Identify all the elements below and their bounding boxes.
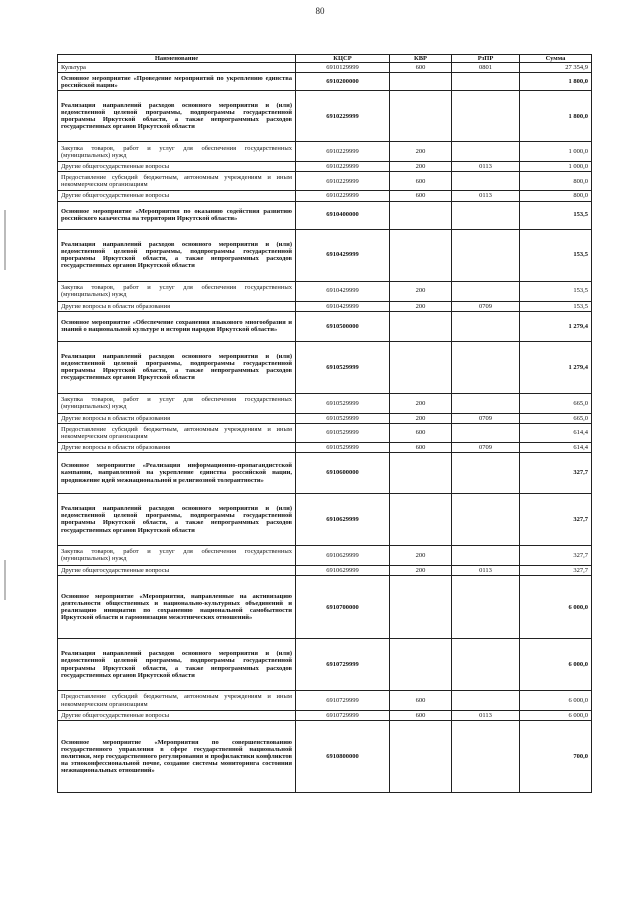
row-kvr-cell: 600 (390, 711, 452, 721)
table-row (58, 545, 592, 565)
row-rzpr-cell (452, 142, 520, 162)
row-name-cell: Предоставление субсидий бюджетным, автономным учреждениям и иным некоммерческим организациям (58, 172, 296, 191)
row-rzpr-cell (452, 172, 520, 191)
row-sum-cell: 153,5 (520, 229, 592, 281)
row-kcsr-cell: 6910729999 (296, 691, 390, 711)
row-kvr-cell (390, 452, 452, 493)
row-sum-cell: 1 000,0 (520, 162, 592, 172)
row-sum-cell: 327,7 (520, 565, 592, 575)
scan-edge-mark (4, 560, 6, 600)
row-name-cell: Другие вопросы в области образования (58, 442, 296, 452)
row-kvr-cell: 600 (390, 172, 452, 191)
row-name-cell: Основное мероприятие «Мероприятия по совершенствованию государственного управления в сфере государственной национальной политики, мер государственного регулирования и профилактики конфликтов на этноконфессиональной почве, создание системы мониторинга состояния межнациональных отношений» (58, 721, 296, 793)
row-rzpr-cell: 0113 (452, 711, 520, 721)
row-kcsr-cell: 6910529999 (296, 442, 390, 452)
row-kcsr-cell: 6910729999 (296, 639, 390, 691)
row-rzpr-cell: 0113 (452, 191, 520, 201)
row-name-cell: Другие общегосударственные вопросы (58, 711, 296, 721)
row-rzpr-cell: 0113 (452, 565, 520, 575)
table-row (58, 442, 592, 452)
table-row (58, 721, 592, 793)
row-sum-cell: 1 279,4 (520, 311, 592, 341)
table-row (58, 711, 592, 721)
row-kcsr-cell: 6910529999 (296, 423, 390, 442)
row-rzpr-cell: 0801 (452, 63, 520, 73)
row-sum-cell: 327,7 (520, 545, 592, 565)
row-kcsr-cell: 6910129999 (296, 63, 390, 73)
row-kvr-cell: 600 (390, 63, 452, 73)
row-sum-cell: 1 800,0 (520, 91, 592, 142)
row-kvr-cell (390, 341, 452, 393)
row-rzpr-cell: 0113 (452, 162, 520, 172)
table-row (58, 493, 592, 545)
row-rzpr-cell (452, 73, 520, 91)
row-name-cell: Реализация направлений расходов основного мероприятия и (или) ведомственной целевой программы, подпрограммы государственной программы Иркутской области, а также непрограммных расходов государственных органов Иркутской области (58, 229, 296, 281)
table-row (58, 172, 592, 191)
row-name-cell: Реализация направлений расходов основного мероприятия и (или) ведомственной целевой программы, подпрограммы государственной программы Иркутской области, а также непрограммных расходов государственных органов Иркутской области (58, 91, 296, 142)
table-row (58, 301, 592, 311)
row-rzpr-cell (452, 452, 520, 493)
row-kcsr-cell: 6910229999 (296, 172, 390, 191)
table-row (58, 201, 592, 229)
row-kvr-cell: 200 (390, 393, 452, 413)
row-kcsr-cell: 6910800000 (296, 721, 390, 793)
row-name-cell: Другие общегосударственные вопросы (58, 162, 296, 172)
row-kcsr-cell: 6910629999 (296, 565, 390, 575)
row-kcsr-cell: 6910529999 (296, 393, 390, 413)
row-kvr-cell (390, 576, 452, 639)
row-kvr-cell (390, 639, 452, 691)
table-row (58, 162, 592, 172)
row-kcsr-cell: 6910200000 (296, 73, 390, 91)
row-sum-cell: 665,0 (520, 413, 592, 423)
table-row (58, 423, 592, 442)
row-kcsr-cell: 6910529999 (296, 413, 390, 423)
table-row (58, 73, 592, 91)
row-kcsr-cell: 6910529999 (296, 341, 390, 393)
header-kvr: КВР (390, 55, 452, 63)
row-sum-cell: 327,7 (520, 452, 592, 493)
row-name-cell: Культура (58, 63, 296, 73)
row-kcsr-cell: 6910600000 (296, 452, 390, 493)
row-rzpr-cell (452, 493, 520, 545)
header-kcsr: КЦСР (296, 55, 390, 63)
row-kcsr-cell: 6910229999 (296, 162, 390, 172)
row-kvr-cell (390, 201, 452, 229)
row-sum-cell: 153,5 (520, 281, 592, 301)
table-row (58, 63, 592, 73)
row-kvr-cell: 600 (390, 442, 452, 452)
row-kvr-cell: 600 (390, 691, 452, 711)
row-sum-cell: 6 000,0 (520, 711, 592, 721)
table-row (58, 311, 592, 341)
table-row (58, 393, 592, 413)
row-rzpr-cell (452, 721, 520, 793)
header-rzpr: РзПР (452, 55, 520, 63)
row-kvr-cell: 600 (390, 423, 452, 442)
row-rzpr-cell: 0709 (452, 442, 520, 452)
table-row (58, 341, 592, 393)
row-kvr-cell: 200 (390, 162, 452, 172)
table-row (58, 191, 592, 201)
row-sum-cell: 614,4 (520, 442, 592, 452)
header-name: Наименование (58, 55, 296, 63)
row-kcsr-cell: 6910229999 (296, 142, 390, 162)
header-sum: Сумма (520, 55, 592, 63)
row-rzpr-cell (452, 545, 520, 565)
row-kvr-cell (390, 229, 452, 281)
row-kcsr-cell: 6910229999 (296, 191, 390, 201)
table-row (58, 281, 592, 301)
row-sum-cell: 153,5 (520, 201, 592, 229)
row-sum-cell: 6 000,0 (520, 691, 592, 711)
row-rzpr-cell (452, 229, 520, 281)
row-kvr-cell (390, 493, 452, 545)
row-kvr-cell (390, 73, 452, 91)
row-rzpr-cell (452, 91, 520, 142)
row-sum-cell: 153,5 (520, 301, 592, 311)
row-sum-cell: 6 000,0 (520, 576, 592, 639)
row-name-cell: Основное мероприятие «Проведение мероприятий по укреплению единства российской нации» (58, 73, 296, 91)
table-row (58, 691, 592, 711)
page-number: 80 (315, 6, 325, 16)
table-row (58, 142, 592, 162)
row-rzpr-cell (452, 393, 520, 413)
table-row (58, 576, 592, 639)
row-name-cell: Реализация направлений расходов основного мероприятия и (или) ведомственной целевой программы, подпрограммы государственной программы Иркутской области, а также непрограммных расходов государственных органов Иркутской области (58, 639, 296, 691)
row-kvr-cell (390, 721, 452, 793)
row-rzpr-cell (452, 691, 520, 711)
row-kcsr-cell: 6910429999 (296, 301, 390, 311)
row-name-cell: Другие вопросы в области образования (58, 301, 296, 311)
table-row (58, 452, 592, 493)
row-kvr-cell (390, 91, 452, 142)
row-name-cell: Основное мероприятие «Мероприятия по оказанию содействия развитию российского казачества на территории Иркутской области» (58, 201, 296, 229)
row-rzpr-cell: 0709 (452, 413, 520, 423)
row-sum-cell: 1 000,0 (520, 142, 592, 162)
table-header-row (58, 55, 592, 63)
row-name-cell: Закупка товаров, работ и услуг для обеспечения государственных (муниципальных) нужд (58, 142, 296, 162)
row-name-cell: Закупка товаров, работ и услуг для обеспечения государственных (муниципальных) нужд (58, 545, 296, 565)
row-kcsr-cell: 6910400000 (296, 201, 390, 229)
row-kcsr-cell: 6910429999 (296, 281, 390, 301)
table-row (58, 229, 592, 281)
row-kcsr-cell: 6910500000 (296, 311, 390, 341)
row-kcsr-cell: 6910429999 (296, 229, 390, 281)
row-sum-cell: 6 000,0 (520, 639, 592, 691)
row-kvr-cell: 200 (390, 413, 452, 423)
table-row (58, 639, 592, 691)
budget-table (57, 54, 592, 793)
row-sum-cell: 1 800,0 (520, 73, 592, 91)
row-kvr-cell: 200 (390, 301, 452, 311)
row-name-cell: Закупка товаров, работ и услуг для обеспечения государственных (муниципальных) нужд (58, 393, 296, 413)
row-kcsr-cell: 6910629999 (296, 545, 390, 565)
row-name-cell: Другие вопросы в области образования (58, 413, 296, 423)
row-name-cell: Основное мероприятие «Обеспечение сохранения языкового многообразия и знаний о национальной культуре и истории народов Иркутской области» (58, 311, 296, 341)
row-kvr-cell: 200 (390, 142, 452, 162)
row-kcsr-cell: 6910229999 (296, 91, 390, 142)
row-name-cell: Реализация направлений расходов основного мероприятия и (или) ведомственной целевой программы, подпрограммы государственной программы Иркутской области, а также непрограммных расходов государственных органов Иркутской области (58, 493, 296, 545)
row-kcsr-cell: 6910629999 (296, 493, 390, 545)
row-sum-cell: 614,4 (520, 423, 592, 442)
row-rzpr-cell (452, 576, 520, 639)
row-sum-cell: 800,0 (520, 191, 592, 201)
row-sum-cell: 700,0 (520, 721, 592, 793)
row-name-cell: Основное мероприятие «Мероприятия, направленные на активизацию деятельности общественных и национально-культурных объединений и реализацию инициатив по сохранению национальной самобытности Иркутской области и гармонизации межэтнических отношений» (58, 576, 296, 639)
row-kvr-cell: 200 (390, 281, 452, 301)
row-name-cell: Другие общегосударственные вопросы (58, 191, 296, 201)
table-row (58, 413, 592, 423)
table-row (58, 91, 592, 142)
row-kvr-cell (390, 311, 452, 341)
row-rzpr-cell (452, 423, 520, 442)
row-rzpr-cell: 0709 (452, 301, 520, 311)
row-rzpr-cell (452, 201, 520, 229)
row-sum-cell: 327,7 (520, 493, 592, 545)
row-rzpr-cell (452, 281, 520, 301)
row-name-cell: Закупка товаров, работ и услуг для обеспечения государственных (муниципальных) нужд (58, 281, 296, 301)
row-name-cell: Другие общегосударственные вопросы (58, 565, 296, 575)
row-kcsr-cell: 6910729999 (296, 711, 390, 721)
row-kvr-cell: 200 (390, 545, 452, 565)
row-kvr-cell: 600 (390, 191, 452, 201)
row-rzpr-cell (452, 311, 520, 341)
table-row (58, 565, 592, 575)
row-rzpr-cell (452, 639, 520, 691)
row-name-cell: Основное мероприятие «Реализация информационно-пропагандистской кампании, направленной на укрепление единства российской нации, продвижение идей межнациональной и религиозной толерантности» (58, 452, 296, 493)
row-rzpr-cell (452, 341, 520, 393)
row-name-cell: Предоставление субсидий бюджетным, автономным учреждениям и иным некоммерческим организациям (58, 423, 296, 442)
row-kcsr-cell: 6910700000 (296, 576, 390, 639)
row-kvr-cell: 200 (390, 565, 452, 575)
scan-edge-mark (4, 210, 6, 270)
row-sum-cell: 665,0 (520, 393, 592, 413)
row-name-cell: Реализация направлений расходов основного мероприятия и (или) ведомственной целевой программы, подпрограммы государственной программы Иркутской области, а также непрограммных расходов государственных органов Иркутской области (58, 341, 296, 393)
row-sum-cell: 800,0 (520, 172, 592, 191)
row-sum-cell: 27 354,9 (520, 63, 592, 73)
row-name-cell: Предоставление субсидий бюджетным, автономным учреждениям и иным некоммерческим организациям (58, 691, 296, 711)
row-sum-cell: 1 279,4 (520, 341, 592, 393)
